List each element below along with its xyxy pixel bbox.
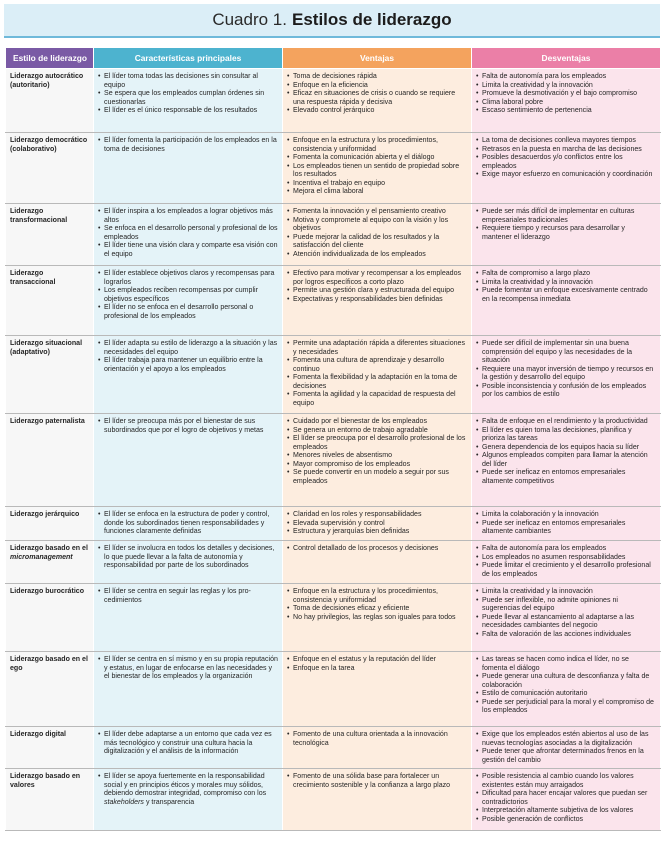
list-item: • Limita la creatividad y la innovación xyxy=(476,279,656,288)
bullet-list xyxy=(98,137,278,154)
style-name-italic: micromanagement xyxy=(10,553,73,561)
table-row xyxy=(6,336,661,414)
list-item: • Eficaz en situaciones de crisis o cuando se requiere una respuesta rápida y decisiva xyxy=(287,90,467,107)
list-item: • Puede ser difícil de implementar sin una buena comprensión del equipo y las necesidades de la situación xyxy=(476,340,656,366)
list-item: • Puede ser ineficaz en entornos empresariales altamente cambiantes xyxy=(476,520,656,537)
list-item: • Atención individualizada de los empleados xyxy=(287,251,467,260)
list-item: • El líder se centra en seguir las reglas y los procedimientos xyxy=(98,588,278,605)
list-item: • Genera dependencia de los equipos hacia su líder xyxy=(476,444,656,453)
table-row xyxy=(6,266,661,336)
style-name-cell xyxy=(6,769,94,831)
list-item: • El líder se enfoca en la estructura de poder y control, donde los subordinados tienen responsabilidades y funciones claramente definidas xyxy=(98,511,278,537)
list-item: • Los empleados tienen un sentido de propiedad sobre los resultados xyxy=(287,163,467,180)
list-item: • Expectativas y responsabilidades bien definidas xyxy=(287,296,467,305)
bullet-list xyxy=(287,418,467,486)
style-name-cell xyxy=(6,204,94,266)
list-item: • Elevado control jerárquico xyxy=(287,107,467,116)
list-item: • Se espera que los empleados cumplan órdenes sin cuestionarlas xyxy=(98,90,278,107)
bullet-list xyxy=(287,73,467,116)
bullet-list xyxy=(98,545,278,571)
list-item: • Falta de compromiso a largo plazo xyxy=(476,270,656,279)
style-name-cell xyxy=(6,584,94,652)
disadvantages-cell xyxy=(472,69,661,133)
list-item: • Toma de decisiones rápida xyxy=(287,73,467,82)
list-item: • El líder se centra en sí mismo y en su propia reputación y estatus, en lugar de enfocarse en las necesidades y el bienestar de los empleados y la organización xyxy=(98,656,278,682)
title-prefix: Cuadro 1. xyxy=(212,10,287,29)
style-name: Liderazgo transaccional xyxy=(10,270,56,286)
advantages-cell xyxy=(283,584,472,652)
list-item: • El líder es el único responsable de los resultados xyxy=(98,107,278,116)
style-name-cell xyxy=(6,652,94,727)
bullet-list xyxy=(287,773,467,790)
disadvantages-cell xyxy=(472,769,661,831)
style-name: Liderazgo democrático (colaborativo) xyxy=(10,137,88,153)
bullet-list xyxy=(98,656,278,682)
advantages-cell xyxy=(283,507,472,541)
table-row xyxy=(6,133,661,204)
bullet-list xyxy=(476,588,656,639)
style-name: Liderazgo basado en el xyxy=(10,545,88,552)
list-item: • Los empleados reciben recompensas por cumplir objetivos específicos xyxy=(98,287,278,304)
disadvantages-cell xyxy=(472,584,661,652)
list-item: • Mayor compromiso de los empleados xyxy=(287,461,467,470)
list-item: • Permite una adaptación rápida a diferentes situaciones y necesidades xyxy=(287,340,467,357)
bullet-list xyxy=(287,137,467,197)
header-style: Estilo de liderazgo xyxy=(6,48,94,69)
disadvantages-cell xyxy=(472,727,661,769)
header-row xyxy=(6,48,661,69)
bullet-list xyxy=(98,588,278,605)
style-name: Liderazgo situacional (adaptativo) xyxy=(10,340,83,356)
characteristics-cell xyxy=(94,133,283,204)
bullet-list xyxy=(287,208,467,259)
list-item: • Menores niveles de absentismo xyxy=(287,452,467,461)
style-name-cell xyxy=(6,336,94,414)
bullet-list xyxy=(98,418,278,435)
list-item: • Puede limitar el crecimiento y el desarrollo profesional de los empleados xyxy=(476,562,656,579)
bullet-list xyxy=(287,340,467,408)
bullet-list xyxy=(98,73,278,116)
table-row xyxy=(6,584,661,652)
style-name-cell xyxy=(6,69,94,133)
list-item: • El líder se preocupa más por el bienestar de sus subordinados que por el logro de objetivos y metas xyxy=(98,418,278,435)
list-item: • Escaso sentimiento de pertenencia xyxy=(476,107,656,116)
characteristics-cell xyxy=(94,727,283,769)
style-name: Liderazgo burocrático xyxy=(10,588,85,595)
list-item: • Enfoque en la eficiencia xyxy=(287,82,467,91)
disadvantages-cell xyxy=(472,414,661,507)
list-item: • Promueve la desmotivación y el bajo compromiso xyxy=(476,90,656,99)
list-item: • Fomento de una cultura orientada a la innovación tecnológica xyxy=(287,731,467,748)
list-item: • Exige que los empleados estén abiertos al uso de las nuevas tecnologías asociadas a la digitalización xyxy=(476,731,656,748)
bullet-list xyxy=(476,270,656,304)
list-item: • Falta de autonomía para los empleados xyxy=(476,545,656,554)
characteristics-cell xyxy=(94,507,283,541)
style-name-cell xyxy=(6,541,94,584)
bullet-list xyxy=(287,270,467,304)
table-row xyxy=(6,652,661,727)
bullet-list xyxy=(476,545,656,579)
list-item: • Se enfoca en el desarrollo personal y profesional de los empleados xyxy=(98,225,278,242)
style-name-cell xyxy=(6,507,94,541)
list-item: • Permite una gestión clara y estructurada del equipo xyxy=(287,287,467,296)
list-item: • Cuidado por el bienestar de los empleados xyxy=(287,418,467,427)
characteristics-cell xyxy=(94,584,283,652)
list-item: • Motiva y compromete al equipo con la visión y los objetivos xyxy=(287,217,467,234)
list-item: • Interpretación altamente subjetiva de los valores xyxy=(476,807,656,816)
list-item: • El líder fomenta la participación de los empleados en la toma de decisiones xyxy=(98,137,278,154)
bullet-list xyxy=(476,656,656,716)
list-item: • El líder se involucra en todos los detalles y decisiones, lo que puede llevar a la falta de autonomía y responsabilidad por parte de los subordinados xyxy=(98,545,278,571)
table-row xyxy=(6,204,661,266)
list-item: • Puede ser perjudicial para la moral y el compromiso de los empleados xyxy=(476,699,656,716)
list-item: • Requiere una mayor inversión de tiempo y recursos en la gestión y desarrollo del equipo xyxy=(476,366,656,383)
advantages-cell xyxy=(283,336,472,414)
list-item: • Puede generar una cultura de desconfianza y falta de colaboración xyxy=(476,673,656,690)
list-item: • Enfoque en la estructura y los procedimientos, consistencia y uniformidad xyxy=(287,588,467,605)
style-name-cell xyxy=(6,133,94,204)
list-item: • Los empleados no asumen responsabilidades xyxy=(476,554,656,563)
disadvantages-cell xyxy=(472,336,661,414)
bullet-list xyxy=(98,208,278,259)
table-row xyxy=(6,507,661,541)
style-name-cell xyxy=(6,266,94,336)
list-item: • Posible generación de conflictos xyxy=(476,816,656,825)
list-item: • Efectivo para motivar y recompensar a los empleados por logros específicos a corto plazo xyxy=(287,270,467,287)
bullet-list xyxy=(287,731,467,748)
table-title xyxy=(4,4,660,38)
list-item: • Las tareas se hacen como indica el líder, no se fomenta el diálogo xyxy=(476,656,656,673)
characteristics-cell xyxy=(94,204,283,266)
list-item: • Enfoque en el estatus y la reputación del líder xyxy=(287,656,467,665)
disadvantages-cell xyxy=(472,541,661,584)
style-name: Liderazgo paternalista xyxy=(10,418,85,425)
style-name: Liderazgo basado en valores xyxy=(10,773,81,789)
style-name: Liderazgo digital xyxy=(10,731,66,738)
list-item: • El líder inspira a los empleados a lograr objetivos más altos xyxy=(98,208,278,225)
disadvantages-cell xyxy=(472,133,661,204)
list-item: • Estilo de comunicación autoritario xyxy=(476,690,656,699)
bullet-list xyxy=(476,340,656,400)
header-characteristics: Características principales xyxy=(94,48,283,69)
disadvantages-cell xyxy=(472,507,661,541)
list-item: • Dificultad para hacer encajar valores que puedan ser contradictorios xyxy=(476,790,656,807)
list-item: • Limita la colaboración y la innovación xyxy=(476,511,656,520)
bullet-list xyxy=(476,731,656,765)
list-item: • Retrasos en la puesta en marcha de las decisiones xyxy=(476,146,656,155)
list-item: • El líder se preocupa por el desarrollo profesional de los empleados xyxy=(287,435,467,452)
list-item: • Exige mayor esfuerzo en comunicación y coordinación xyxy=(476,171,656,180)
list-item: • Estructura y jerarquías bien definidas xyxy=(287,528,467,537)
advantages-cell xyxy=(283,652,472,727)
characteristics-cell xyxy=(94,266,283,336)
list-item: • Fomenta la innovación y el pensamiento creativo xyxy=(287,208,467,217)
list-item: • Falta de valoración de las acciones individuales xyxy=(476,631,656,640)
list-item: • El líder debe adaptarse a un entorno que cada vez es más tecnológico y construir una cultura hacia la digitalización y el análisis de la información xyxy=(98,731,278,757)
list-item: • Se genera un entorno de trabajo agradable xyxy=(287,427,467,436)
bullet-list xyxy=(476,73,656,116)
bullet-list xyxy=(476,511,656,537)
bullet-list xyxy=(98,731,278,757)
leadership-styles-table xyxy=(5,47,661,831)
list-item: • Falta de enfoque en el rendimiento y la productividad xyxy=(476,418,656,427)
table-row xyxy=(6,727,661,769)
bullet-list xyxy=(476,773,656,824)
list-item: • Incentiva el trabajo en equipo xyxy=(287,180,467,189)
list-item: • El líder adapta su estilo de liderazgo a la situación y las necesidades del equipo xyxy=(98,340,278,357)
style-name-cell xyxy=(6,414,94,507)
list-item: • Posibles desacuerdos y/o conflictos entre los empleados xyxy=(476,154,656,171)
advantages-cell xyxy=(283,414,472,507)
list-item: • El líder es quien toma las decisiones, planifica y prioriza las tareas xyxy=(476,427,656,444)
list-item: • El líder trabaja para mantener un equilibrio entre la orientación y el apoyo a los empleados xyxy=(98,357,278,374)
bullet-list xyxy=(287,588,467,622)
characteristics-cell xyxy=(94,541,283,584)
list-item: • Fomenta la flexibilidad y la adaptación en la toma de decisiones xyxy=(287,374,467,391)
bullet-list xyxy=(476,418,656,486)
bullet-list xyxy=(98,270,278,321)
advantages-cell xyxy=(283,69,472,133)
list-item: • Limita la creatividad y la innovación xyxy=(476,82,656,91)
list-item: • Elevada supervisión y control xyxy=(287,520,467,529)
list-item: • El líder establece objetivos claros y recompensas para lograrlos xyxy=(98,270,278,287)
list-item: • Toma de decisiones eficaz y eficiente xyxy=(287,605,467,614)
characteristics-cell xyxy=(94,769,283,831)
advantages-cell xyxy=(283,541,472,584)
bullet-list xyxy=(287,511,467,537)
list-item: • Requiere tiempo y recursos para desarrollar y mantener el liderazgo xyxy=(476,225,656,242)
list-item: • Mejora el clima laboral xyxy=(287,188,467,197)
table-row xyxy=(6,414,661,507)
characteristics-text: El líder se apoya fuertemente en la responsabilidad social y en principios éticos y morales muy sólidos, debiendo demostrar integridad, compromiso con los xyxy=(104,773,267,798)
disadvantages-cell xyxy=(472,266,661,336)
advantages-cell xyxy=(283,133,472,204)
list-item: • Se puede convertir en un modelo a seguir por sus empleados xyxy=(287,469,467,486)
style-name: Liderazgo basado en el ego xyxy=(10,656,88,672)
list-item: • Control detallado de los procesos y decisiones xyxy=(287,545,467,554)
characteristics-cell xyxy=(94,69,283,133)
advantages-cell xyxy=(283,769,472,831)
bullet-list xyxy=(98,340,278,374)
table-row xyxy=(6,769,661,831)
header-advantages: Ventajas xyxy=(283,48,472,69)
list-item: • Puede ser más difícil de implementar en culturas empresariales tradicionales xyxy=(476,208,656,225)
bullet-list xyxy=(98,773,278,807)
characteristics-italic: stakeholders xyxy=(104,798,144,806)
bullet-list xyxy=(476,208,656,242)
advantages-cell xyxy=(283,266,472,336)
header-disadvantages: Desventajas xyxy=(472,48,661,69)
list-item: • Puede fomentar un enfoque excesivamente centrado en la recompensa inmediata xyxy=(476,287,656,304)
list-item: • Fomenta una cultura de aprendizaje y desarrollo continuo xyxy=(287,357,467,374)
bullet-list xyxy=(98,511,278,537)
list-item: • Fomenta la comunicación abierta y el diálogo xyxy=(287,154,467,163)
list-item: • Posible inconsistencia y confusión de los empleados por los cambios de estilo xyxy=(476,383,656,400)
list-item: • Puede ser inflexible, no admite opiniones ni sugerencias del equipo xyxy=(476,597,656,614)
bullet-list xyxy=(287,545,467,554)
advantages-cell xyxy=(283,727,472,769)
list-item: • El líder no se enfoca en el desarrollo personal o profesional de los empleados xyxy=(98,304,278,321)
list-item: • El líder tiene una visión clara y comparte esa visión con el equipo xyxy=(98,242,278,259)
list-item: • Falta de autonomía para los empleados xyxy=(476,73,656,82)
bullet-list xyxy=(476,137,656,180)
table-row xyxy=(6,541,661,584)
list-item: • Fomento de una sólida base para fortalecer un crecimiento sostenible y la confianza a largo plazo xyxy=(287,773,467,790)
style-name-cell xyxy=(6,727,94,769)
list-item: • Clima laboral pobre xyxy=(476,99,656,108)
title-main: Estilos de liderazgo xyxy=(292,10,452,29)
disadvantages-cell xyxy=(472,652,661,727)
list-item: • El líder toma todas las decisiones sin consultar al equipo xyxy=(98,73,278,90)
characteristics-text: y transparencia xyxy=(145,798,195,806)
disadvantages-cell xyxy=(472,204,661,266)
list-item: • Puede tener que afrontar determinados frenos en la gestión del cambio xyxy=(476,748,656,765)
list-item: • La toma de decisiones conlleva mayores tiempos xyxy=(476,137,656,146)
list-item: • Enfoque en la estructura y los procedimientos, consistencia y uniformidad xyxy=(287,137,467,154)
characteristics-cell xyxy=(94,336,283,414)
list-item: • Claridad en los roles y responsabilidades xyxy=(287,511,467,520)
list-item: • Fomenta la agilidad y la capacidad de respuesta del equipo xyxy=(287,391,467,408)
style-name: Liderazgo transformacional xyxy=(10,208,68,224)
list-item: • Enfoque en la tarea xyxy=(287,665,467,674)
characteristics-cell xyxy=(94,414,283,507)
characteristics-cell xyxy=(94,652,283,727)
list-item: • No hay privilegios, las reglas son iguales para todos xyxy=(287,614,467,623)
bullet-list xyxy=(287,656,467,673)
list-item xyxy=(98,773,278,807)
list-item: • Puede ser ineficaz en entornos empresariales altamente competitivos xyxy=(476,469,656,486)
advantages-cell xyxy=(283,204,472,266)
list-item: • Algunos empleados compiten para llamar la atención del líder xyxy=(476,452,656,469)
list-item: • Puede mejorar la calidad de los resultados y la satisfacción del cliente xyxy=(287,234,467,251)
table-row xyxy=(6,69,661,133)
list-item: • Posible resistencia al cambio cuando los valores existentes están muy arraigados xyxy=(476,773,656,790)
style-name: Liderazgo jerárquico xyxy=(10,511,80,518)
list-item: • Puede llevar al estancamiento al adaptarse a las necesidades cambiantes del negocio xyxy=(476,614,656,631)
list-item: • Limita la creatividad y la innovación xyxy=(476,588,656,597)
style-name: Liderazgo autocrático (autoritario) xyxy=(10,73,84,89)
